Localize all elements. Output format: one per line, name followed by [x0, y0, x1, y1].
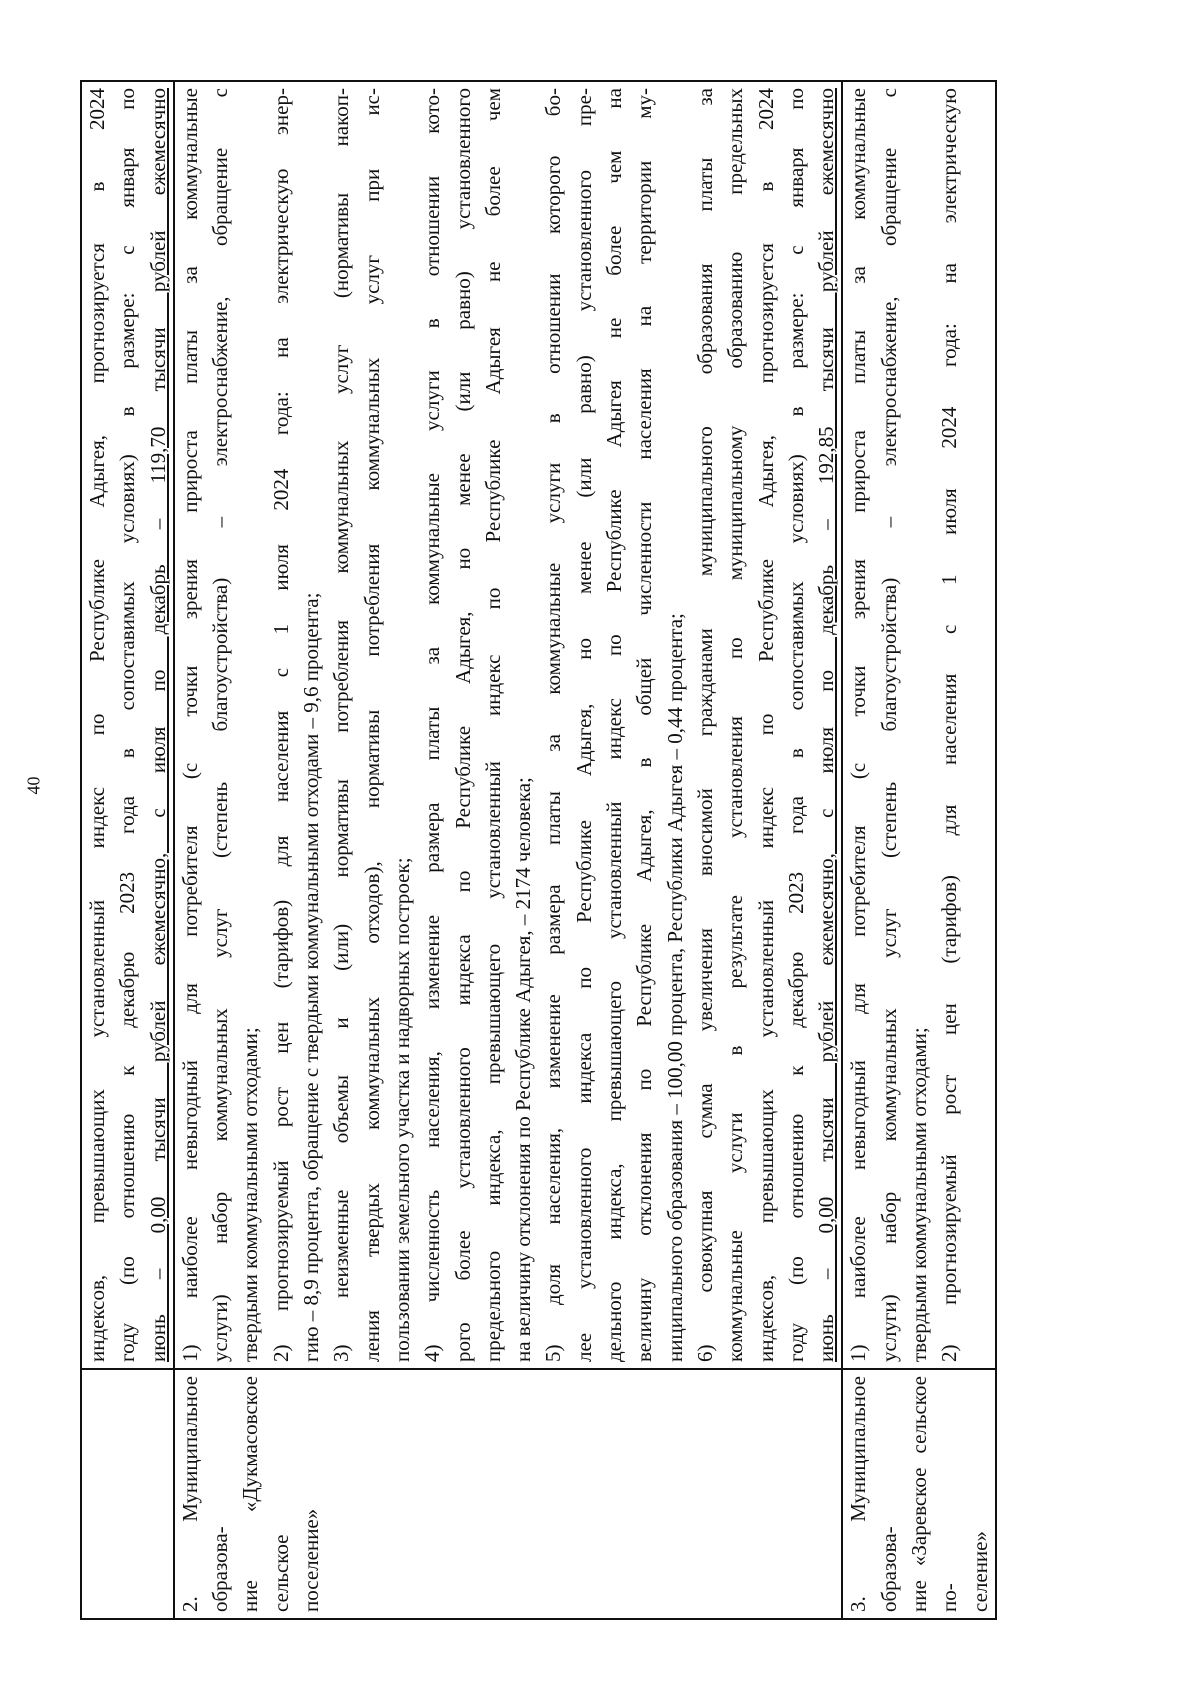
description-line: индексов, превышающих установленный индекс по Республике Адыгея, прогнозируется в 2024 — [85, 88, 109, 1362]
description-line: году (по отношению к декабрю 2023 года в сопоставимых условиях) в размере: с января по — [783, 88, 808, 1362]
table-row — [842, 81, 995, 1619]
table-row — [81, 81, 174, 1619]
description-line: предельного индекса, превышающего установленный индекс по Республике Адыгея не более чем — [480, 88, 505, 1362]
description-line: году (по отношению к декабрю 2023 года в сопоставимых условиях) в размере: с января по — [115, 88, 140, 1362]
description-line: 6) совокупная сумма увеличения вносимой гражданами муниципального образования платы за — [692, 88, 717, 1362]
municipality-cell — [174, 1369, 843, 1619]
description-line: рого более установленного индекса по Республике Адыгея, но менее (или равно) установленного — [450, 88, 475, 1362]
description-cell — [842, 81, 995, 1369]
municipality-name-line: 3. Муниципальное образова- — [846, 1376, 901, 1612]
description-line: 5) доля населения, изменение размера платы за коммунальные услуги в отношении которого бо- — [541, 88, 566, 1362]
description-line: индексов, превышающих установленный индекс по Республике Адыгея, прогнозируется в 2024 — [753, 88, 778, 1362]
description-line: коммунальные услуги в результате установления по муниципальному образованию предельных — [723, 88, 748, 1362]
description-line: ления твердых коммунальных отходов), нормативы потребления коммунальных услуг при ис- — [359, 88, 384, 1362]
description-line: 1) наиболее невыгодный для потребителя (с точки зрения прироста платы за коммунальные — [177, 88, 202, 1362]
description-line: 2) прогнозируемый рост цен (тарифов) для населения с 1 июля 2024 года: на электрическую энер- — [268, 88, 293, 1362]
municipality-name-line: 2. Муниципальное образова- — [177, 1376, 233, 1612]
description-line: ниципального образования – 100,00 процента, Республики Адыгея – 0,44 процента; — [662, 613, 687, 1362]
municipality-name-line: поселение» — [299, 1508, 324, 1612]
municipality-name-line: ние «Заревское сельское по- — [907, 1376, 962, 1612]
description-line: 2) прогнозируемый рост цен (тарифов) для населения с 1 июля 2024 года: на электрическую — [937, 88, 962, 1362]
rotated-page-content — [80, 80, 1065, 1620]
description-line: гию – 8,9 процента, обращение с твердыми коммунальными отходами – 9,6 процента; — [299, 592, 324, 1362]
table-body — [81, 81, 996, 1619]
description-cell — [81, 81, 174, 1369]
description-line: услуги) набор коммунальных услуг (степень благоустройства) – электроснабжение, обращение с — [208, 88, 233, 1362]
description-line: 4) численность населения, изменение размера платы за коммунальные услуги в отношении кото- — [420, 88, 445, 1362]
municipality-cell — [842, 1369, 995, 1619]
municipality-cell — [81, 1369, 174, 1619]
table-row — [174, 81, 843, 1619]
municipality-name-line: ние «Дукмасовское сельское — [238, 1376, 293, 1612]
description-line: услуги) набор коммунальных услуг (степень благоустройства) – электроснабжение, обращение с — [876, 88, 901, 1362]
description-line: лее установленного индекса по Республике Адыгея, но менее (или равно) установленного пре- — [571, 88, 596, 1362]
page-number: 40 — [23, 776, 44, 795]
description-line: 1) наиболее невыгодный для потребителя (с точки зрения прироста платы за коммунальные — [846, 88, 871, 1362]
description-cell — [174, 81, 843, 1369]
description-line: на величину отклонения по Республике Адыгея, – 2174 человека; — [511, 777, 536, 1362]
description-line: дельного индекса, превышающего установленный индекс по Республике Адыгея не более чем на — [602, 88, 627, 1362]
description-line: твердыми коммунальными отходами; — [238, 1027, 263, 1362]
description-line: величину отклонения по Республике Адыгея, в общей численности населения на территории му- — [632, 88, 657, 1362]
municipality-name-line: селение» — [967, 1531, 992, 1612]
description-line: твердыми коммунальными отходами; — [907, 1027, 932, 1362]
description-line: июнь – 0,00 тысячи рублей ежемесячно, с июля по декабрь – 192,85 тысячи рублей ежемесячно — [814, 88, 839, 1362]
description-line: 3) неизменные объемы и (или) нормативы потребления коммунальных услуг (нормативы накоп- — [329, 88, 354, 1362]
description-line: пользовании земельного участка и надворных построек; — [389, 857, 414, 1362]
municipalities-table — [80, 80, 997, 1620]
description-line: июнь – 0,00 тысячи рублей ежемесячно, с июля по декабрь – 119,70 тысячи рублей ежемесячно — [145, 88, 170, 1362]
